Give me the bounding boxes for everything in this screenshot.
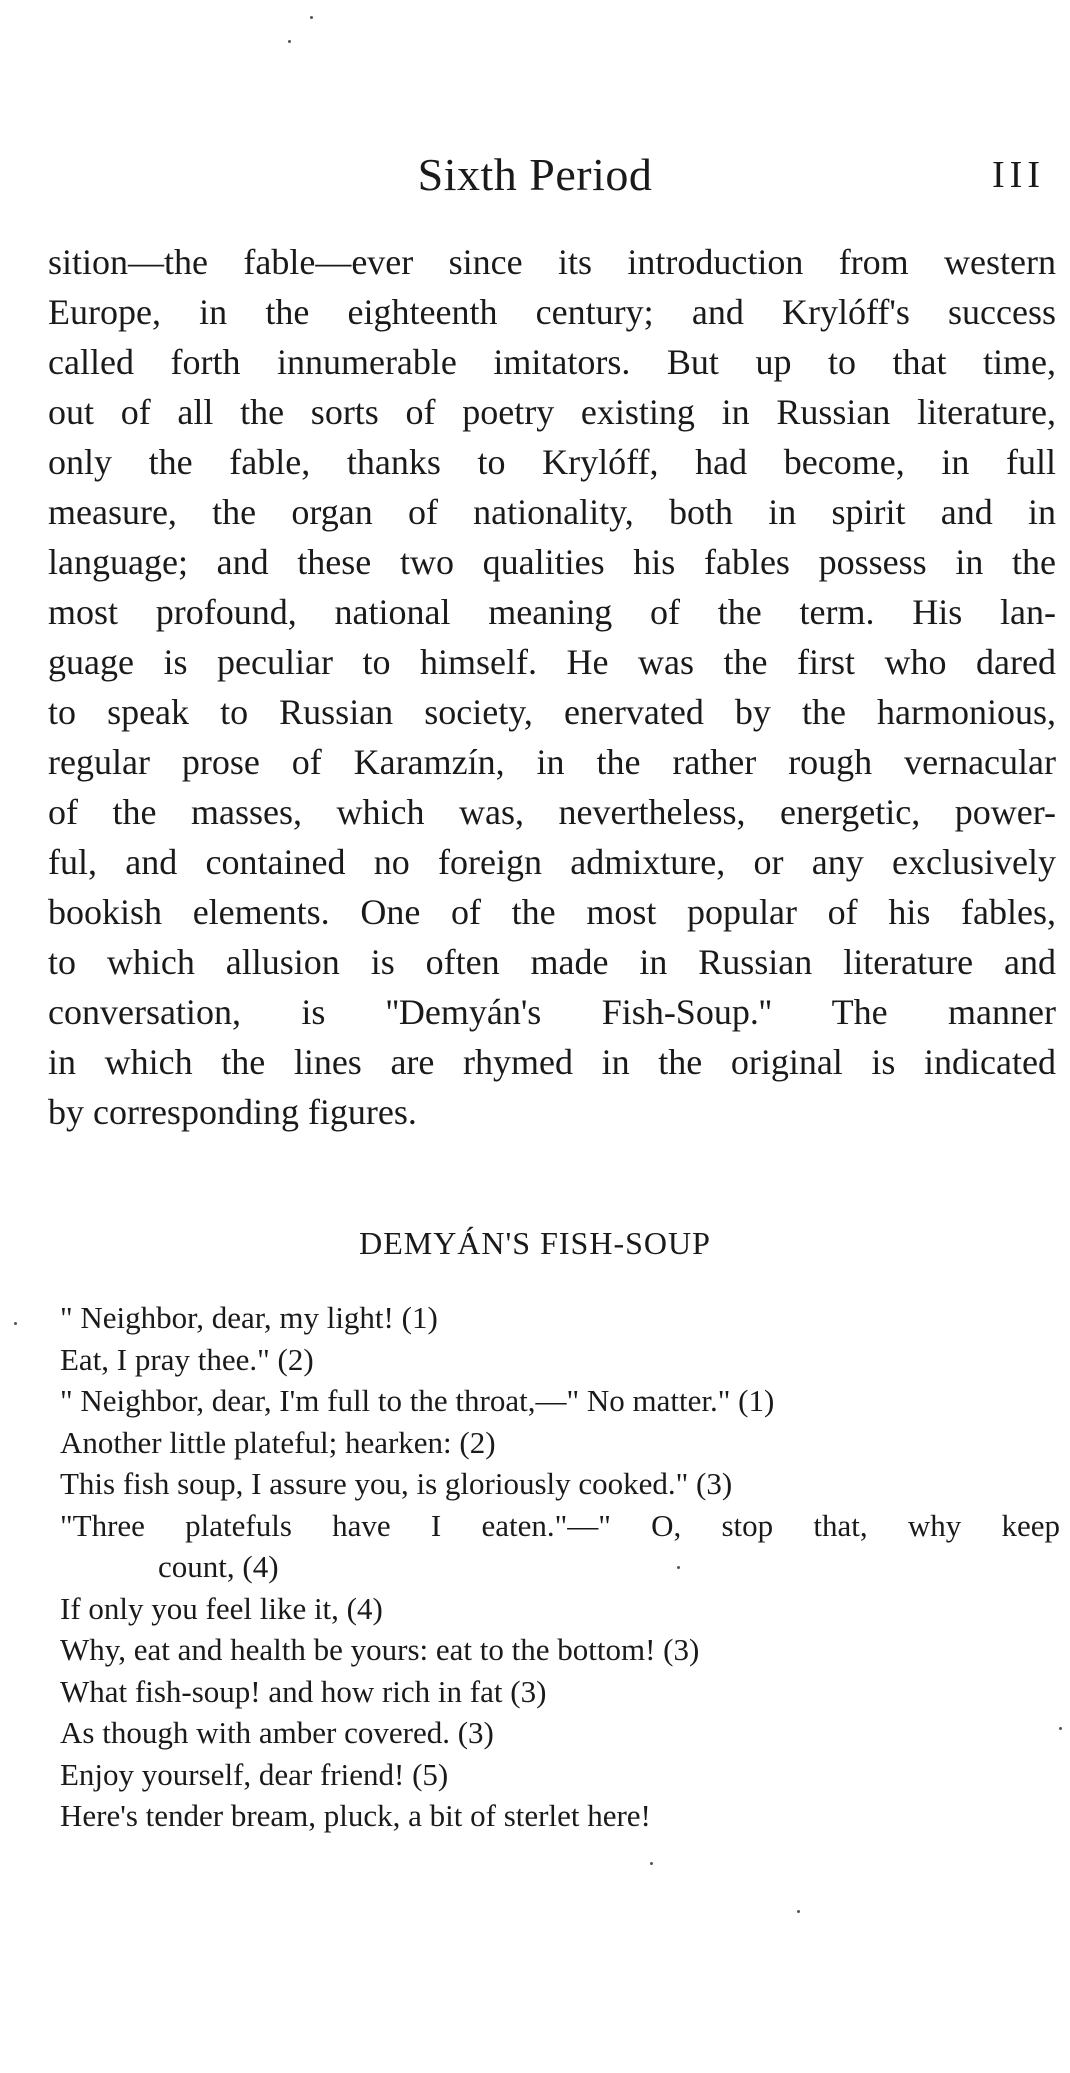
prose-line: by corresponding figures.	[48, 1092, 417, 1132]
prose-line: ful, and contained no foreign admixture, or any exclusively	[48, 842, 1056, 882]
verse-line: " Neighbor, dear, I'm full to the throat,—" No matter." (1)	[60, 1383, 775, 1418]
scan-speck	[1059, 1727, 1062, 1730]
verse-line: Why, eat and health be yours: eat to the bottom! (3)	[60, 1632, 700, 1667]
prose-line: language; and these two qualities his fables possess in the	[48, 542, 1056, 582]
poem-title: DEMYÁN'S FISH-SOUP	[359, 1225, 711, 1261]
page-number: III	[992, 154, 1045, 196]
scan-speck	[310, 16, 313, 19]
prose-line: measure, the organ of nationality, both in spirit and in	[48, 492, 1056, 532]
verse-line: Another little plateful; hearken: (2)	[60, 1424, 496, 1460]
verse-line: As though with amber covered. (3)	[60, 1715, 494, 1750]
chapter-title: Sixth Period	[417, 149, 653, 200]
verse-line: This fish soup, I assure you, is gloriously cooked." (3)	[60, 1466, 733, 1501]
scan-speck	[650, 1862, 653, 1865]
scan-speck	[288, 40, 291, 43]
verse-line: Here's tender bream, pluck, a bit of sterlet here!	[60, 1798, 651, 1833]
running-head	[0, 145, 1070, 205]
prose-line: bookish elements. One of the most popular of his fables,	[48, 892, 1056, 932]
prose-line: Europe, in the eighteenth century; and Krylóff's success	[48, 292, 1056, 332]
scan-speck	[677, 1566, 680, 1569]
verse-line: "Three platefuls have I eaten."—" O, stop that, why keep	[60, 1507, 1060, 1543]
verse-line: Enjoy yourself, dear friend! (5)	[60, 1756, 449, 1792]
prose-line: guage is peculiar to himself. He was the first who dared	[48, 642, 1056, 682]
scan-speck	[14, 1322, 17, 1325]
prose-line: conversation, is ''Demyán's Fish-Soup.'' The manner	[48, 992, 1056, 1032]
prose-line: of the masses, which was, nevertheless, energetic, power-	[48, 792, 1056, 832]
prose-line: most profound, national meaning of the term. His lan-	[48, 592, 1056, 632]
poem-verse	[60, 1297, 1060, 1837]
prose-line: called forth innumerable imitators. But up to that time,	[48, 342, 1056, 382]
verse-line: What fish-soup! and how rich in fat (3)	[60, 1673, 547, 1709]
verse-line: Eat, I pray thee." (2)	[60, 1341, 314, 1377]
prose-line: out of all the sorts of poetry existing in Russian literature,	[48, 392, 1056, 432]
prose-line: to which allusion is often made in Russian literature and	[48, 942, 1056, 982]
verse-line-continuation: count, (4)	[158, 1549, 279, 1584]
prose-paragraph	[48, 237, 1056, 1137]
prose-line: only the fable, thanks to Krylóff, had become, in full	[48, 442, 1056, 482]
verse-line: If only you feel like it, (4)	[60, 1590, 383, 1626]
scan-speck	[797, 1910, 800, 1913]
prose-line: sition—the fable—ever since its introduction from western	[48, 242, 1056, 282]
prose-line: to speak to Russian society, enervated by the harmonious,	[48, 692, 1056, 732]
prose-line: in which the lines are rhymed in the original is indicated	[48, 1042, 1056, 1082]
prose-line: regular prose of Karamzín, in the rather rough vernacular	[48, 742, 1056, 782]
verse-line: " Neighbor, dear, my light! (1)	[60, 1300, 438, 1335]
